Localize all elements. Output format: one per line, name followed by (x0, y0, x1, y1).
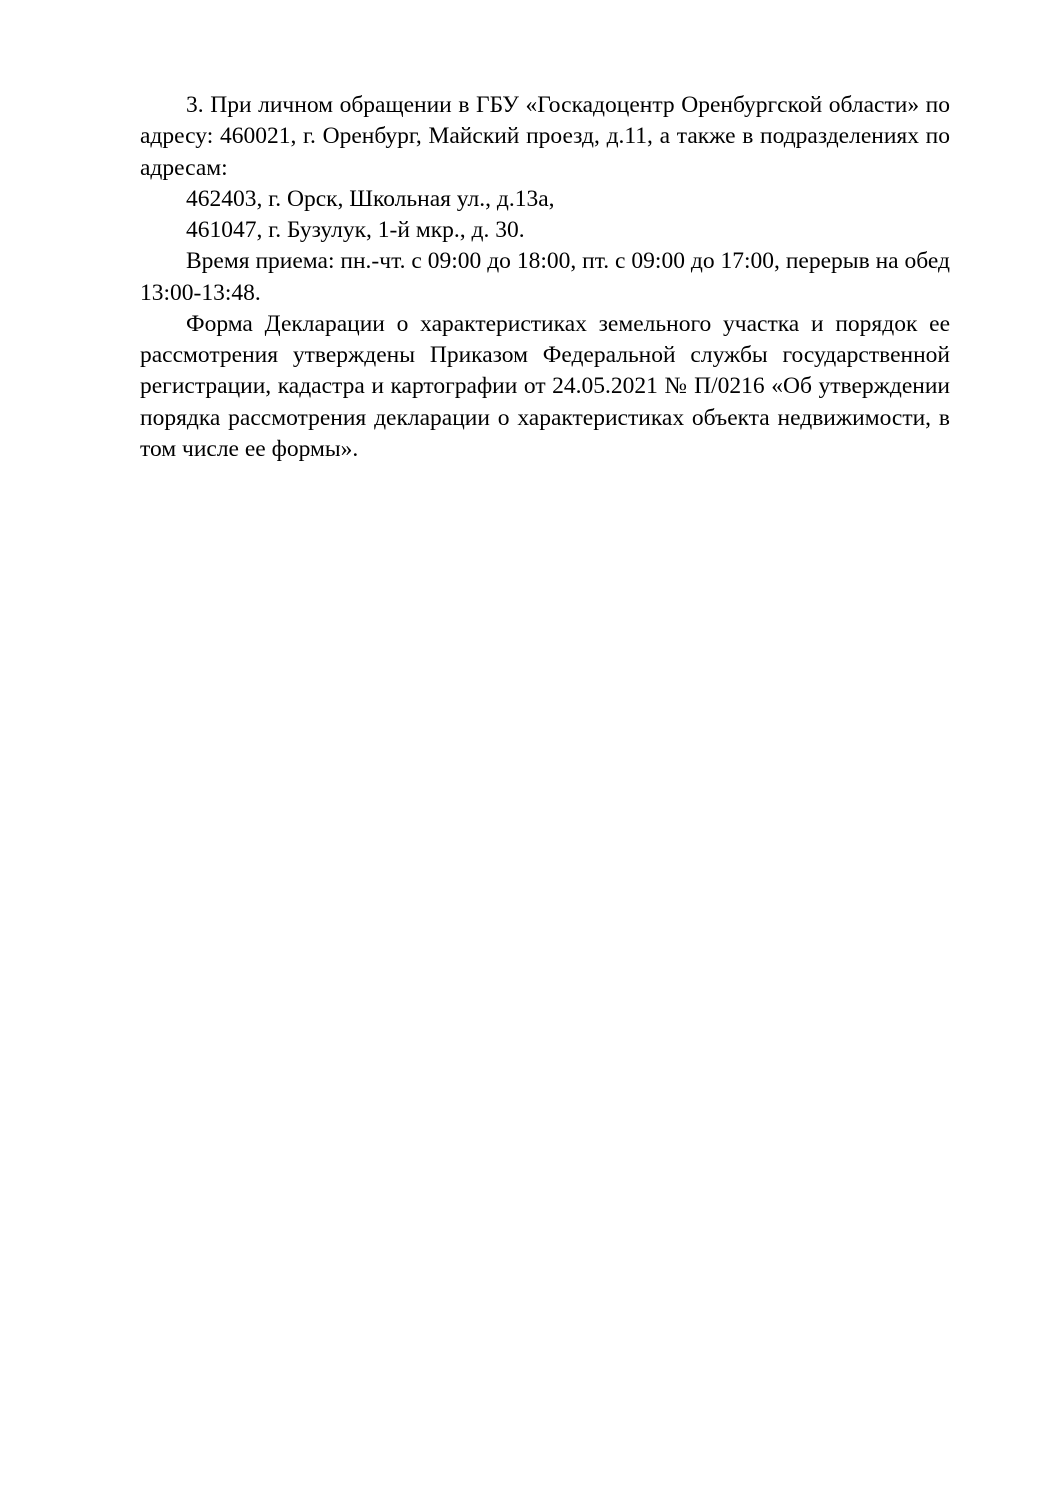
paragraph-personal-application: 3. При личном обращении в ГБУ «Госкадоцентр Оренбургской области» по адресу: 460021, г. Оренбург, Майский проезд, д.11, а также в подразделениях по адресам: (140, 92, 950, 181)
paragraph-reception-hours: Время приема: пн.-чт. с 09:00 до 18:00, пт. с 09:00 до 17:00, перерыв на обед 13:00-13:48. (140, 248, 950, 306)
address-buzuluk: 461047, г. Бузулук, 1-й мкр., д. 30. (186, 217, 525, 243)
paragraph-declaration-form: Форма Декларации о характеристиках земельного участка и порядок ее рассмотрения утверждены Приказом Федеральной службы государственной регистрации, кадастра и картографии от 24.05.2021 № П/0216 «Об утверждении порядка рассмотрения декларации о характеристиках объекта недвижимости, в том числе ее формы». (140, 310, 950, 462)
document-text-body (140, 90, 950, 465)
address-orsk: 462403, г. Орск, Школьная ул., д.13а, (186, 185, 555, 212)
